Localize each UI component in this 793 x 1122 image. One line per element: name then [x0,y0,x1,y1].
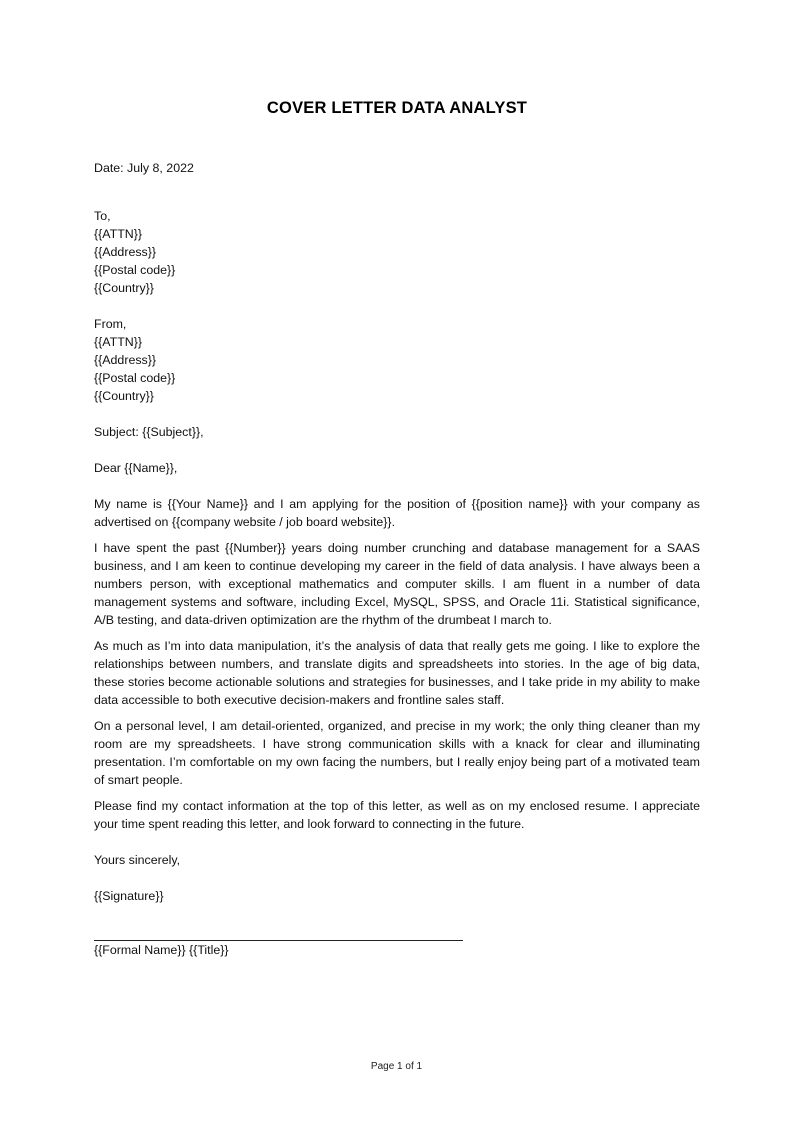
date-text: Date: July 8, 2022 [94,161,194,175]
to-address: {{Address}} [94,245,157,259]
letter-paragraphs [94,495,700,833]
to-attn: {{ATTN}} [94,227,142,241]
paragraph-closing: Please find my contact information at the top of this letter, as well as on my enclosed resume. I appreciate your time spent reading this letter, and look forward to connecting in the future. [94,799,700,831]
from-postal-code: {{Postal code}} [94,371,176,385]
subject-text: Subject: {{Subject}}, [94,425,204,439]
date-line [94,159,700,177]
letter-body [94,97,700,959]
from-country: {{Country}} [94,389,154,403]
to-postal-code: {{Postal code}} [94,263,176,277]
formal-name-text: {{Formal Name}} {{Title}} [94,943,229,957]
to-label: To, [94,209,111,223]
document-title: COVER LETTER DATA ANALYST [266,99,528,117]
closing-text: Yours sincerely, [94,853,181,867]
paragraph-intro: My name is {{Your Name}} and I am applying for the position of {{position name}} with your company as advertised on {{company website / job board website}}. [94,497,700,529]
formal-name-block [94,941,700,959]
page-number: Page 1 of 1 [370,1061,423,1072]
subject-line [94,423,700,441]
closing-line [94,851,700,869]
paragraph-analysis: As much as I’m into data manipulation, it’s the analysis of data that really gets me going. I like to explore the relationships between numbers, and translate digits and spreadsheets into stories. In the age of big data, these stories become actionable solutions and strategies for businesses, and I take pride in my ability to make data accessible to both executive decision-makers and frontline sales staff. [94,639,700,707]
paragraph-personal: On a personal level, I am detail-oriented, organized, and precise in my work; the only thing cleaner than my room are my spreadsheets. I have strong communication skills with a knack for clear and illuminating presentation. I’m comfortable on my own facing the numbers, but I really enjoy being part of a motivated team of smart people. [94,719,700,787]
signature-text: {{Signature}} [94,889,164,903]
sender-address-block [94,315,700,405]
recipient-address-block [94,207,700,297]
paragraph-experience: I have spent the past {{Number}} years doing number crunching and database management for a SAAS business, and I am keen to continue developing my career in the field of data analysis. I have always been a numbers person, with exceptional mathematics and computer skills. I am fluent in a number of data management systems and software, including Excel, MySQL, SPSS, and Oracle 11i. Statistical significance, A/B testing, and data-driven optimization are the rhythm of the drumbeat I march to. [94,541,700,627]
salutation [94,459,700,477]
from-address: {{Address}} [94,353,157,367]
salutation-text: Dear {{Name}}, [94,461,178,475]
to-country: {{Country}} [94,281,154,295]
page-footer [0,1061,793,1072]
from-attn: {{ATTN}} [94,335,142,349]
from-label: From, [94,317,127,331]
signature-placeholder [94,887,700,905]
